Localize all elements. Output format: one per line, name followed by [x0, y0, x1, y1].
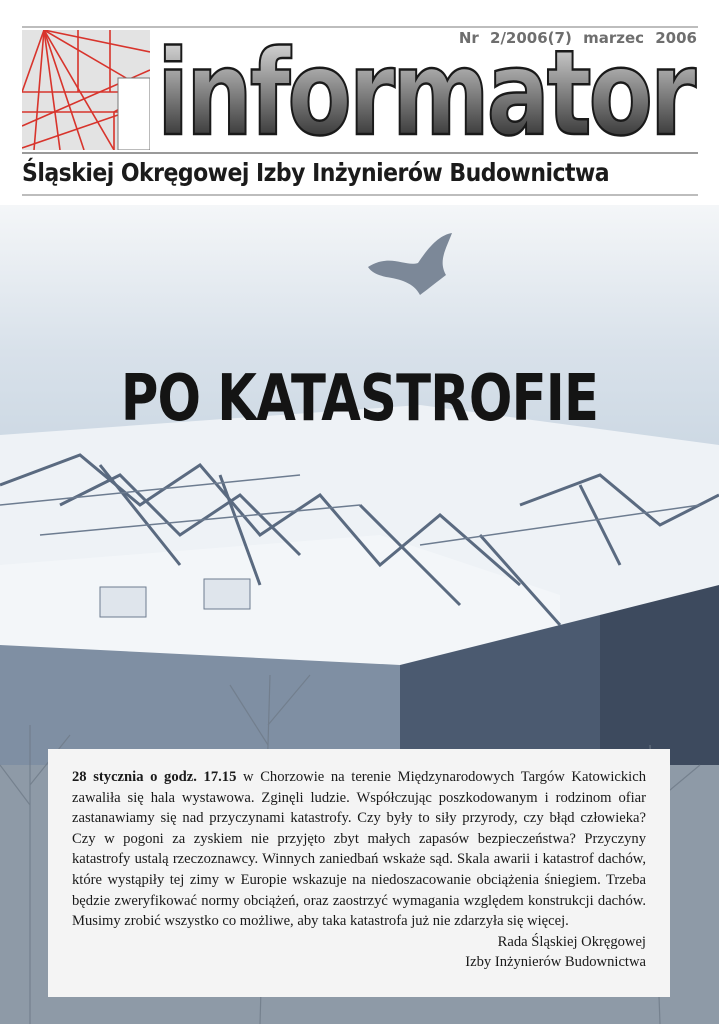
cover-headline: PO KATASTROFIE [120, 362, 599, 436]
signature-line-2: Izby Inżynierów Budownictwa [465, 954, 646, 971]
masthead-subtitle: Śląskiej Okręgowej Izby Inżynierów Budownictwa [22, 158, 610, 187]
article-body: w Chorzowie na terenie Międzynarodowych Targów Katowickich zawaliła się hala wystawowa. Zginęli ludzie. Współczując poszkodowanym i rodzinom ofiar zastanawiamy się nad przyczynami katastrofy. Czy były to siły przyrody, czy błąd człowieka? Czy w pogoni za zyskiem nie przyjęto zbyt małych zapasów bezpieczeństwa? Przyczyny katastrofy ustalą rzeczoznawcy. Winnych zaniedbań wskaże sąd. Skala awarii i katastrof dachów, które wystąpiły tej zimy w Europie wskazuje na niedoszacowanie obciążenia śniegiem. Trzeba będzie zweryfikować normy obciążeń, oraz zaostrzyć wymagania względem konstrukcji dachów. Musimy zrobić wszystko co możliwe, aby taka katastrofa już nie zdarzyła się więcej. [72, 769, 646, 930]
logo-structure-icon [22, 30, 150, 150]
article-paragraph [72, 767, 646, 932]
issue-number: Nr 2/2006(7) [458, 29, 572, 47]
bottom-rule [22, 194, 698, 196]
masthead-title-text: informator [157, 30, 697, 150]
issue-date: marzec 2006 [583, 29, 697, 47]
signature-line-1: Rada Śląskiej Okręgowej [497, 933, 646, 950]
middle-rule [22, 152, 698, 154]
top-rule [22, 26, 698, 28]
masthead-title [152, 30, 698, 150]
article-lead: 28 stycznia o godz. 17.15 [72, 769, 237, 785]
article-box [48, 749, 670, 997]
masthead [0, 0, 719, 205]
